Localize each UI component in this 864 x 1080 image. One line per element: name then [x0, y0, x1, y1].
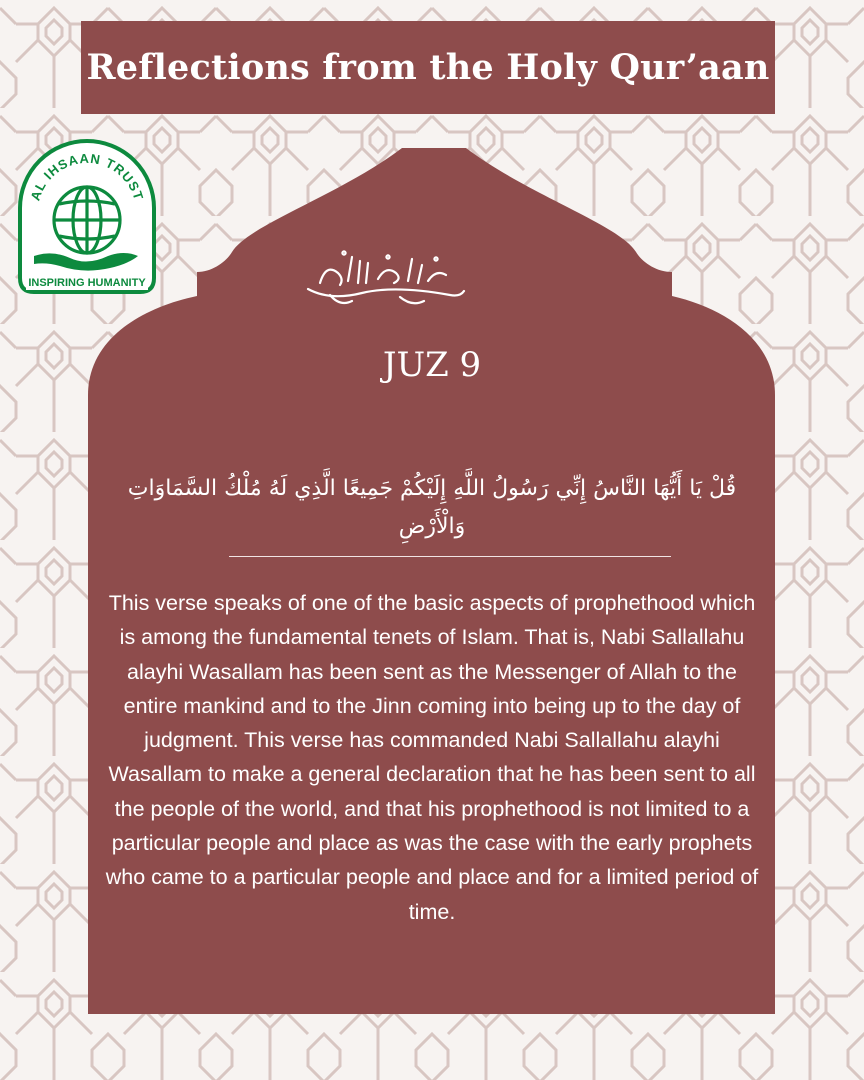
page-title: Reflections from the Holy Qur’aan [86, 47, 770, 88]
svg-text:AL IHSAAN TRUST: AL IHSAAN TRUST [27, 150, 147, 203]
svg-text:INSPIRING HUMANITY: INSPIRING HUMANITY [28, 277, 146, 289]
bismillah-calligraphy-icon [300, 243, 470, 313]
juz-heading: JUZ 9 [382, 345, 482, 385]
divider-line [229, 556, 671, 557]
reflection-text: This verse speaks of one of the basic aspects of prophethood which is among the fundamental tenets of Islam. That is, Nabi Sallallahu alayhi Wasallam has been sent as the Messenger of Allah to the entire mankind and to the Jinn coming into being up to the day of judgment. This verse has commanded Nabi Sallallahu alayhi Wasallam to make a general declaration that he has been sent to all the people of the world, and that his prophethood is not limited to a particular people and place as was the case with the early prophets who came to a particular people and place and for a limited period of time. [105, 591, 759, 924]
arabic-verse: قُلْ يَا أَيُّهَا النَّاسُ إِنِّي رَسُولُ اللَّهِ إِلَيْكُمْ جَمِيعًا الَّذِي لَهُ مُلْكُ السَّمَاوَاتِ وَالْأَرْضِ [127, 476, 737, 539]
